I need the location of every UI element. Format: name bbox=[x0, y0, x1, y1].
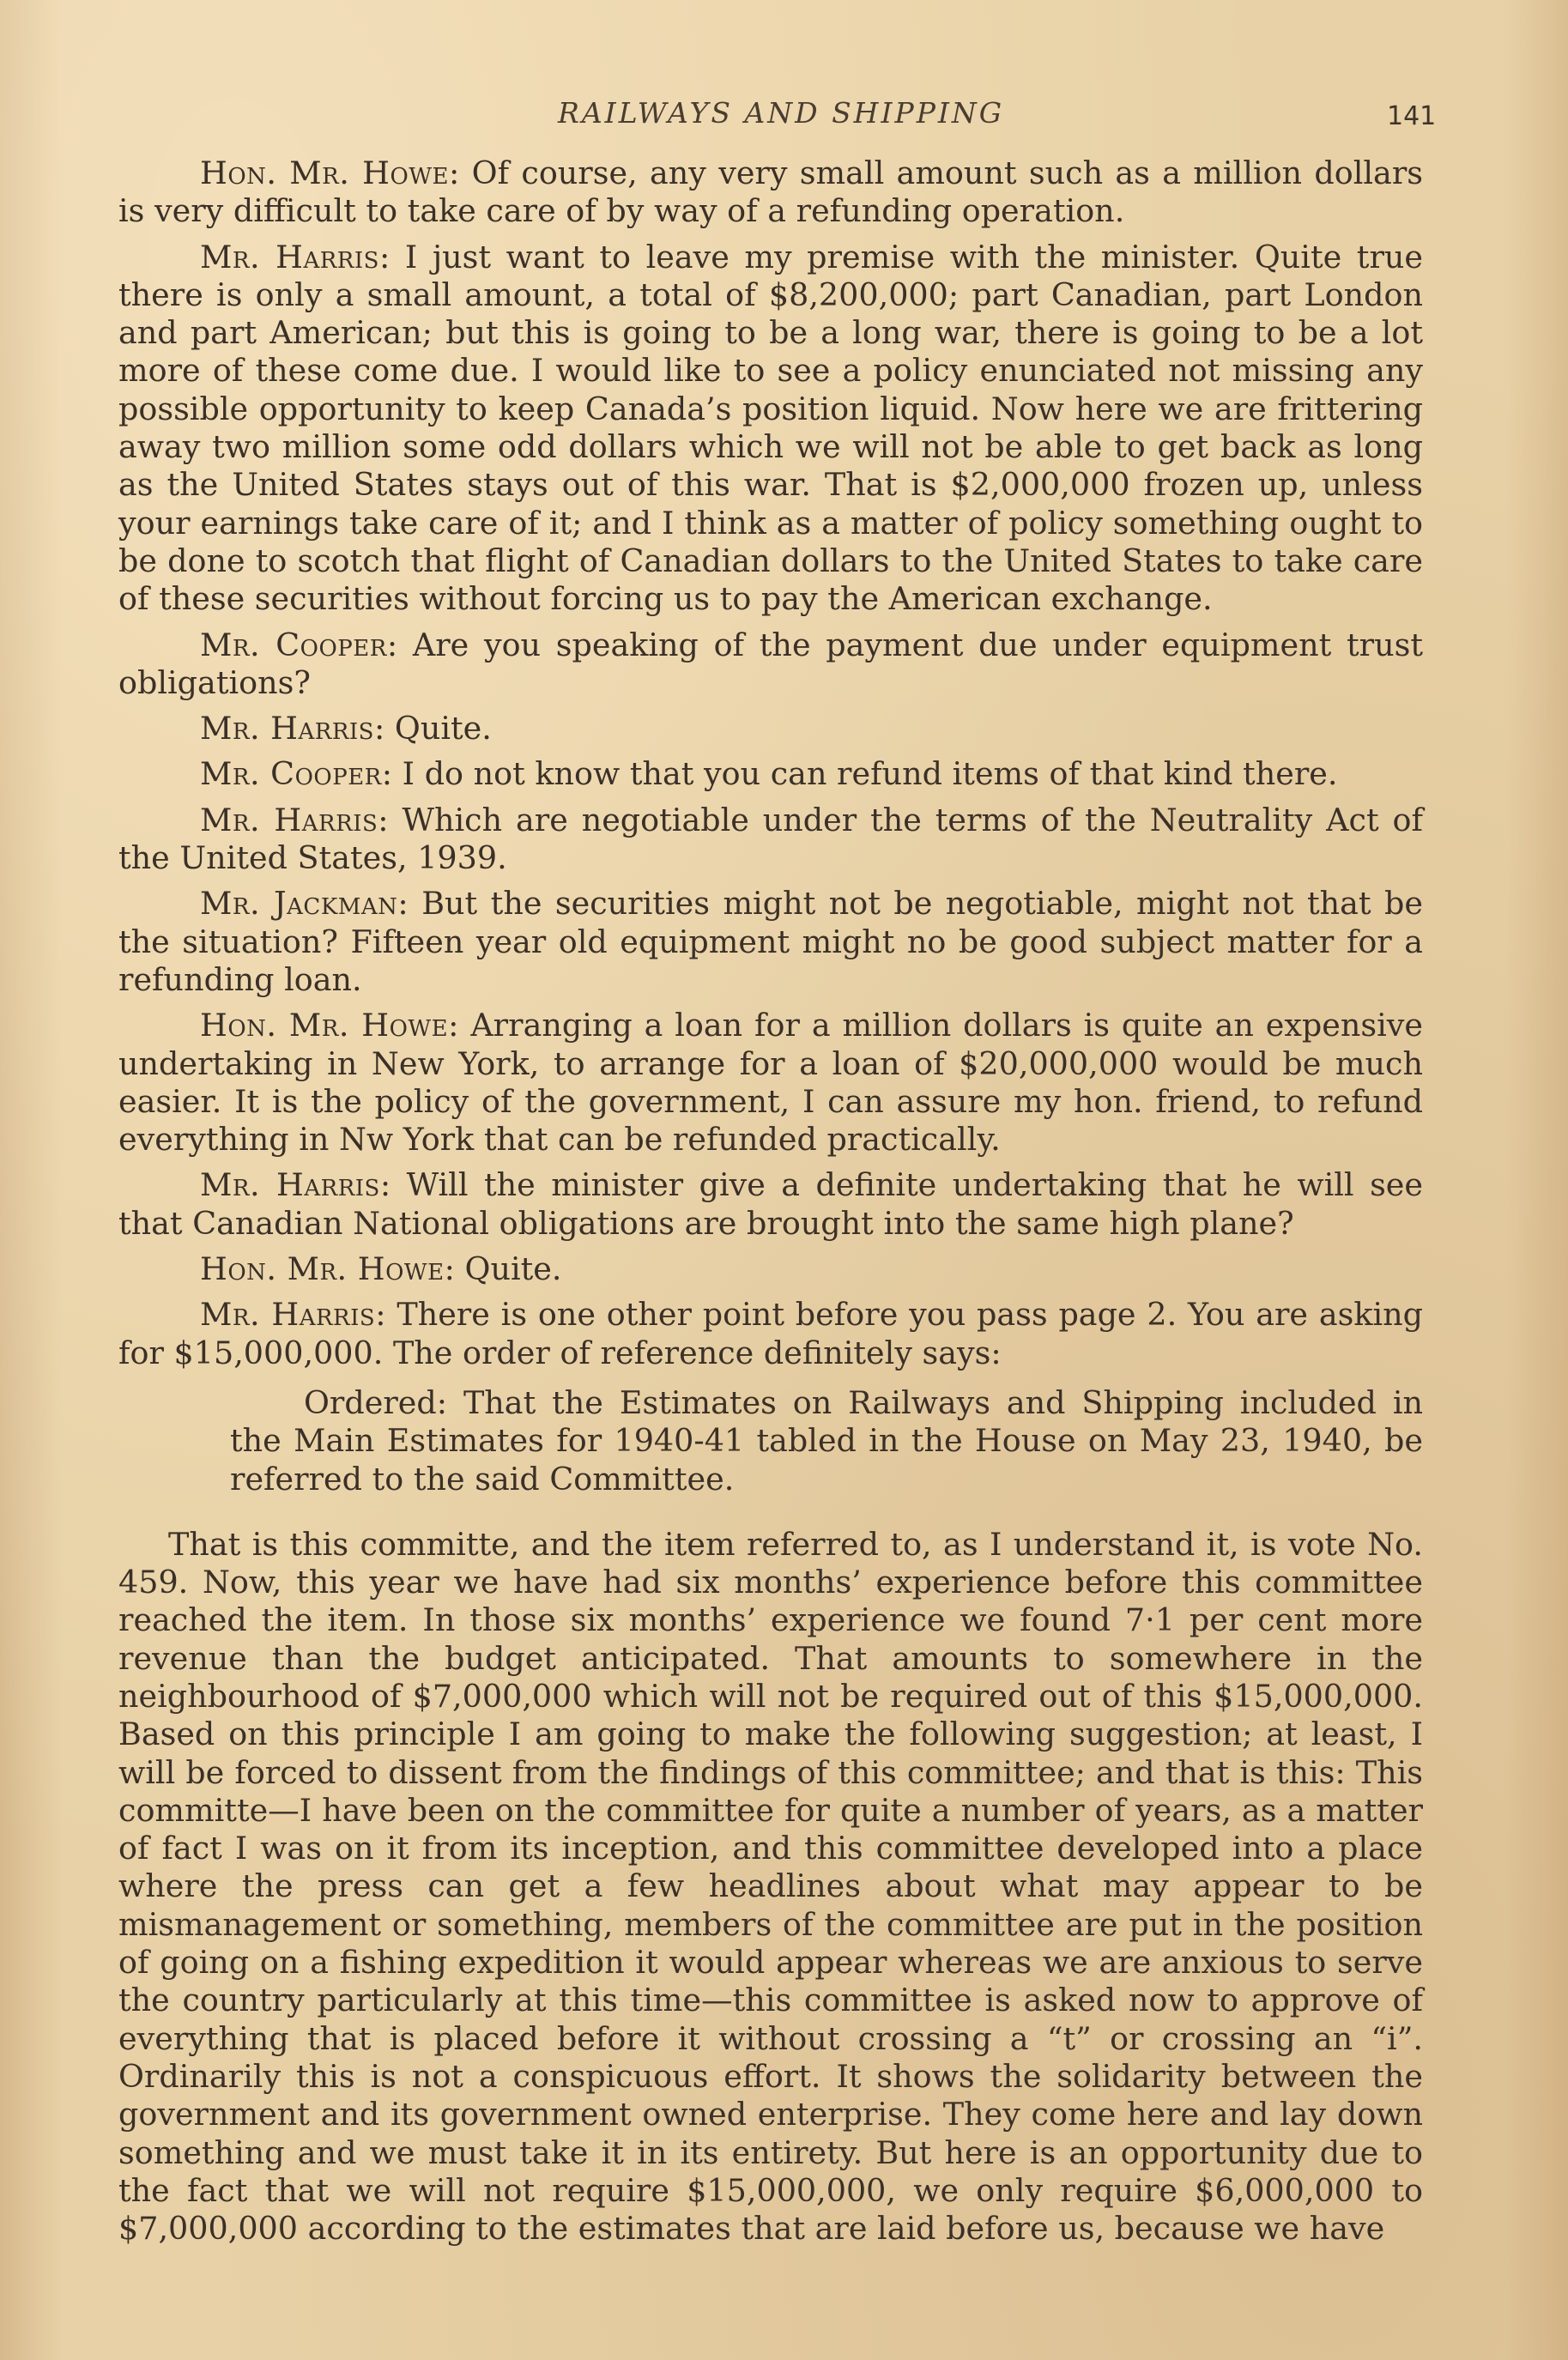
speaker-name: Mr. Harris bbox=[200, 801, 378, 838]
closing-paragraph: That is this committe, and the item referred to, as I understand it, is vote No. 459. Now, this year we have had six months’ experience before this committee reached the item. In those six months’ experience we found 7·1 per cent more revenue than the budget anticipated. That amounts to somewhere in the neighbourhood of $7,000,000 which will not be required out of this $15,000,000. Based on this principle I am going to make the following suggestion; at least, I will be forced to dissent from the findings of this committee; and that is this: This committe—I have been on the committee for quite a number of years, as a matter of fact I was on it from its inception, and this committee developed into a place where the press can get a few headlines about what may appear to be mismanagement or something, members of the committee are put in the position of going on a fishing expedition it would appear whereas we are anxious to serve the country particularly at this time—this committee is asked now to approve of everything that is placed before it without crossing a “t” or crossing an “i”. Ordinarily this is not a conspicuous effort. It shows the solidarity between the government and its government owned enterprise. They come here and lay down something and we must take it in its entirety. But here is an opportunity due to the fact that we will not require $15,000,000, we only require $6,000,000 to $7,000,000 according to the estimates that are laid before us, because we have bbox=[118, 1525, 1423, 2248]
paragraph-text: Which are negotiable under the terms of the Neutrality Act of the United States, 1939. bbox=[118, 801, 1423, 877]
block-quote: Ordered: That the Estimates on Railways and Shipping included in the Main Estimates for 1940-41 tabled in the House on May 23, 1940, be referred to the said Committee. bbox=[230, 1383, 1423, 1498]
paragraph-text: Will the minister give a definite undertaking that he will see that Canadian National obligations are brought into the same high plane? bbox=[118, 1166, 1423, 1242]
paragraph-text: Quite. bbox=[464, 1250, 562, 1288]
paragraph-text: Arranging a loan for a million dollars is quite an expensive undertaking in New York, to arrange for a loan of $20,000,000 would be much easier. It is the policy of the government, I can assure my hon. friend, to refund everything in Nw York that can be refunded practically. bbox=[118, 1007, 1423, 1159]
speaker-name: Mr. Harris bbox=[200, 710, 374, 747]
paragraph: Mr. Harris: Quite. bbox=[200, 710, 492, 747]
page-header bbox=[0, 96, 1568, 139]
paragraph: Hon. Mr. Howe: Of course, any very small amount such as a million dollars is very difficult to take care of by way of a refunding operation. bbox=[118, 154, 1423, 230]
page-number: 141 bbox=[1387, 101, 1437, 131]
speaker-name: Mr. Cooper bbox=[200, 755, 382, 793]
paragraph-text: Of course, any very small amount such as a million dollars is very difficult to take care of by way of a refunding operation. bbox=[118, 154, 1423, 230]
paragraph: Mr. Cooper: Are you speaking of the payment due under equipment trust obligations? bbox=[118, 626, 1423, 701]
paragraph: Mr. Jackman: But the securities might not be negotiable, might not that be the situation? Fifteen year old equipment might no be good subject matter for a refunding loan. bbox=[118, 885, 1424, 998]
paragraph: Mr. Cooper: I do not know that you can refund items of that kind there. bbox=[200, 755, 1338, 793]
speaker-name: Mr. Harris bbox=[200, 1166, 380, 1204]
paragraph: Mr. Harris: There is one other point before you pass page 2. You are asking for $15,000,000. The order of reference definitely says: bbox=[118, 1296, 1423, 1371]
running-title: RAILWAYS AND SHIPPING bbox=[558, 96, 1005, 130]
speaker-name: Mr. Cooper bbox=[200, 626, 387, 663]
paragraph: Mr. Harris: Which are negotiable under the terms of the Neutrality Act of the United States, 1939. bbox=[118, 801, 1423, 877]
paragraph-text: Quite. bbox=[394, 710, 492, 747]
paragraph: Mr. Harris: I just want to leave my premise with the minister. Quite true there is only a small amount, a total of $8,200,000; part Canadian, part London and part American; but this is going to be a long war, there is going to be a lot more of these come due. I would like to see a policy enunciated not missing any possible opportunity to keep Canada’s position liquid. Now here we are frittering away two million some odd dollars which we will not be able to get back as long as the United States stays out of this war. That is $2,000,000 frozen up, unless your earnings take care of it; and I think as a matter of policy something ought to be done to scotch that flight of Canadian dollars to the United States to take care of these securities without forcing us to pay the American exchange. bbox=[118, 238, 1424, 618]
speaker-name: Mr. Harris bbox=[200, 1296, 376, 1334]
speaker-name: Mr. Jackman bbox=[200, 885, 398, 923]
speaker-name: Hon. Mr. Howe bbox=[200, 1007, 449, 1044]
speaker-name: Hon. Mr. Howe bbox=[200, 154, 450, 191]
paragraph-text: But the securities might not be negotiable, might not that be the situation? Fifteen year old equipment might no be good subject matter for a refunding loan. bbox=[118, 885, 1424, 998]
page-body bbox=[118, 154, 1423, 2255]
paragraph-text: There is one other point before you pass page 2. You are asking for $15,000,000. The order of reference definitely says: bbox=[118, 1296, 1423, 1371]
paragraph-text: Are you speaking of the payment due under equipment trust obligations? bbox=[118, 626, 1423, 701]
paragraph: Hon. Mr. Howe: Arranging a loan for a million dollars is quite an expensive undertaking in New York, to arrange for a loan of $20,000,000 would be much easier. It is the policy of the government, I can assure my hon. friend, to refund everything in Nw York that can be refunded practically. bbox=[118, 1007, 1423, 1159]
speaker-name: Hon. Mr. Howe bbox=[200, 1250, 445, 1288]
paragraph-text: I just want to leave my premise with the minister. Quite true there is only a small amount, a total of $8,200,000; part Canadian, part London and part American; but this is going to be a long war, there is going to be a lot more of these come due. I would like to see a policy enunciated not missing any possible opportunity to keep Canada’s position liquid. Now here we are frittering away two million some odd dollars which we will not be able to get back as long as the United States stays out of this war. That is $2,000,000 frozen up, unless your earnings take care of it; and I think as a matter of policy something ought to be done to scotch that flight of Canadian dollars to the United States to take care of these securities without forcing us to pay the American exchange. bbox=[118, 238, 1424, 618]
paragraph: Mr. Harris: Will the minister give a definite undertaking that he will see that Canadian National obligations are brought into the same high plane? bbox=[118, 1166, 1423, 1242]
paragraph-text: I do not know that you can refund items of that kind there. bbox=[402, 755, 1338, 793]
speaker-name: Mr. Harris bbox=[200, 238, 379, 275]
paragraph: Hon. Mr. Howe: Quite. bbox=[200, 1250, 562, 1288]
